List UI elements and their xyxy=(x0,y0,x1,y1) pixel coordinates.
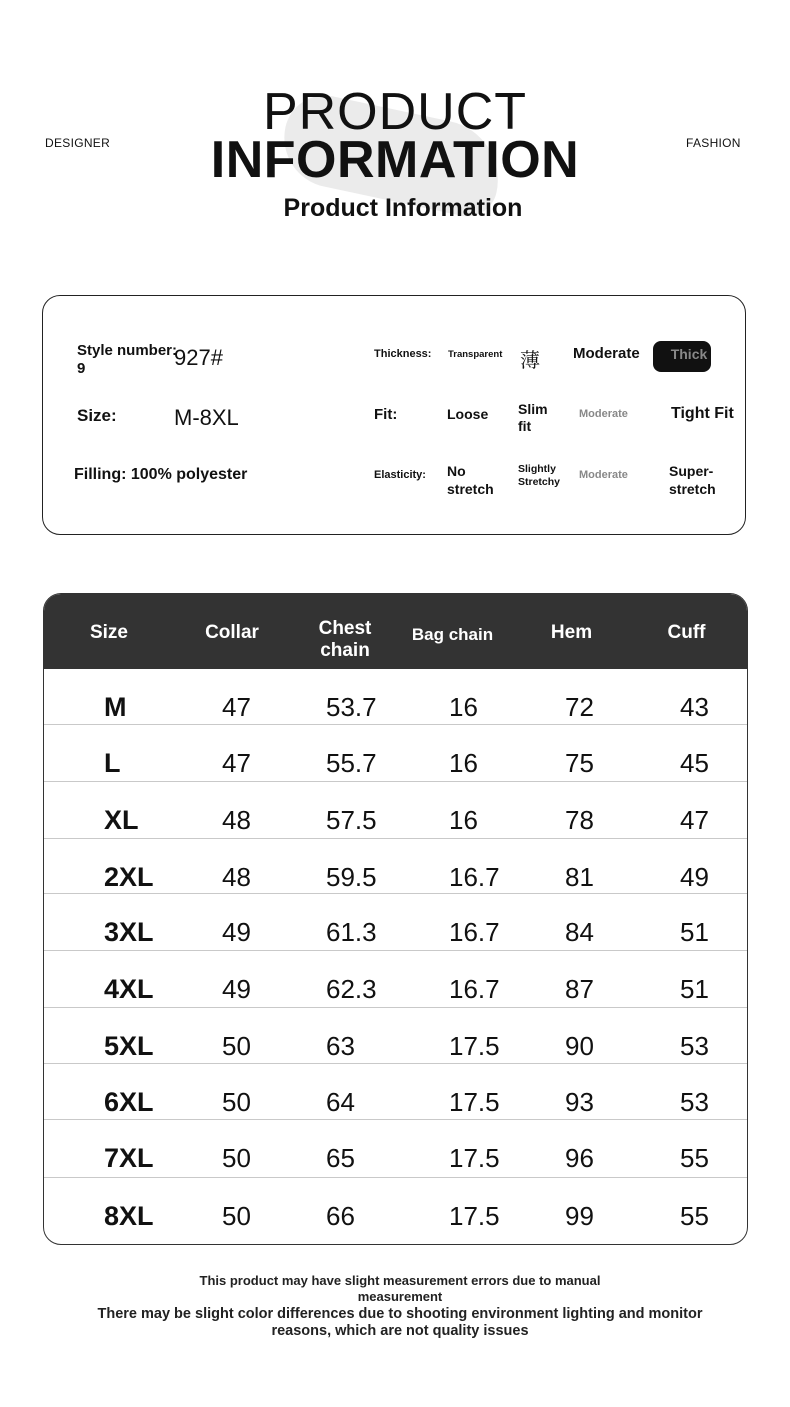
cell-chest-chain: 59.5 xyxy=(326,862,377,892)
cell-chest-chain: 63 xyxy=(326,1031,355,1061)
cell-collar: 50 xyxy=(222,1143,251,1173)
cell-size: 5XL xyxy=(104,1031,154,1061)
cell-hem: 90 xyxy=(565,1031,594,1061)
cell-chest-chain: 61.3 xyxy=(326,917,377,947)
cell-bag-chain: 16.7 xyxy=(449,917,500,947)
cell-bag-chain: 17.5 xyxy=(449,1031,500,1061)
cell-cuff: 47 xyxy=(680,805,709,835)
cell-chest-chain: 66 xyxy=(326,1201,355,1231)
cell-bag-chain: 16 xyxy=(449,748,478,778)
thickness-option-transparent: Transparent xyxy=(448,349,503,360)
cell-bag-chain: 17.5 xyxy=(449,1087,500,1117)
cell-collar: 47 xyxy=(222,748,251,778)
elasticity-option-no-stretch: No stretch xyxy=(447,463,494,497)
cell-hem: 99 xyxy=(565,1201,594,1231)
cell-collar: 50 xyxy=(222,1087,251,1117)
fit-option-moderate: Moderate xyxy=(579,408,628,420)
cell-cuff: 51 xyxy=(680,974,709,1004)
cell-cuff: 45 xyxy=(680,748,709,778)
table-row xyxy=(44,894,747,950)
cell-chest-chain: 64 xyxy=(326,1087,355,1117)
table-row xyxy=(44,1178,747,1234)
cell-collar: 48 xyxy=(222,805,251,835)
header-collar: Collar xyxy=(205,622,259,643)
cell-collar: 50 xyxy=(222,1031,251,1061)
cell-hem: 93 xyxy=(565,1087,594,1117)
cell-cuff: 49 xyxy=(680,862,709,892)
cell-cuff: 55 xyxy=(680,1143,709,1173)
footer-note-measurement: This product may have slight measurement errors due to manual measurement xyxy=(199,1273,601,1304)
size-value: M-8XL xyxy=(174,405,239,430)
table-row xyxy=(44,725,747,781)
cell-hem: 81 xyxy=(565,862,594,892)
cell-hem: 96 xyxy=(565,1143,594,1173)
thickness-label: Thickness: xyxy=(374,348,432,360)
table-row xyxy=(44,1064,747,1120)
cell-collar: 48 xyxy=(222,862,251,892)
cell-bag-chain: 16 xyxy=(449,692,478,722)
header-size: Size xyxy=(89,622,129,643)
cell-chest-chain: 65 xyxy=(326,1143,355,1173)
header-chest-chain: Chest chain xyxy=(318,618,372,661)
cell-hem: 87 xyxy=(565,974,594,1004)
elasticity-option-super-stretch: Super-stretch xyxy=(669,463,716,497)
table-row xyxy=(44,782,747,838)
cell-collar: 49 xyxy=(222,974,251,1004)
cell-size: 4XL xyxy=(104,974,154,1004)
cell-hem: 78 xyxy=(565,805,594,835)
cell-chest-chain: 62.3 xyxy=(326,974,377,1004)
cell-size: L xyxy=(104,748,121,778)
style-number-label-suffix: 9 xyxy=(77,360,86,377)
header-right-word: FASHION xyxy=(686,136,741,150)
table-row xyxy=(44,1120,747,1176)
thickness-option-thin: 薄 xyxy=(520,348,540,372)
cell-cuff: 51 xyxy=(680,917,709,947)
cell-size: XL xyxy=(104,805,139,835)
cell-bag-chain: 17.5 xyxy=(449,1143,500,1173)
table-row xyxy=(44,1008,747,1064)
subtitle: Product Information xyxy=(283,194,523,222)
cell-bag-chain: 16 xyxy=(449,805,478,835)
header-left-word: DESIGNER xyxy=(45,136,111,150)
cell-bag-chain: 16.7 xyxy=(449,862,500,892)
size-chart-table xyxy=(43,593,748,1245)
cell-size: M xyxy=(104,692,127,722)
cell-chest-chain: 55.7 xyxy=(326,748,377,778)
fit-label: Fit: xyxy=(374,406,398,423)
cell-bag-chain: 16.7 xyxy=(449,974,500,1004)
cell-size: 8XL xyxy=(104,1201,154,1231)
fit-option-slim-fit: Slim fit xyxy=(518,401,548,434)
fit-option-tight-fit: Tight Fit xyxy=(671,405,734,422)
style-number-value: 927# xyxy=(174,345,223,370)
header-hem: Hem xyxy=(550,622,593,643)
cell-collar: 47 xyxy=(222,692,251,722)
cell-chest-chain: 57.5 xyxy=(326,805,377,835)
cell-cuff: 55 xyxy=(680,1201,709,1231)
cell-size: 6XL xyxy=(104,1087,154,1117)
header-cuff: Cuff xyxy=(667,622,706,643)
cell-size: 3XL xyxy=(104,917,154,947)
cell-size: 7XL xyxy=(104,1143,154,1173)
table-row xyxy=(44,951,747,1007)
cell-collar: 50 xyxy=(222,1201,251,1231)
cell-cuff: 53 xyxy=(680,1031,709,1061)
thickness-option-thick-selected: Thick xyxy=(653,341,711,372)
title-line-2: INFORMATION xyxy=(210,131,580,189)
footer-note-color: There may be slight color differences due to shooting environment lighting and monitor reasons, which are not quality issues xyxy=(97,1306,703,1339)
fit-option-loose: Loose xyxy=(447,406,489,422)
table-row xyxy=(44,839,747,895)
size-label: Size: xyxy=(77,406,117,425)
cell-hem: 72 xyxy=(565,692,594,722)
elasticity-option-moderate: Moderate xyxy=(579,469,628,481)
header-bag-chain: Bag chain xyxy=(411,625,494,644)
style-number-label: Style number: xyxy=(77,342,178,359)
cell-cuff: 43 xyxy=(680,692,709,722)
cell-size: 2XL xyxy=(104,862,154,892)
title-line-1: PRODUCT xyxy=(262,83,528,141)
thickness-option-moderate: Moderate xyxy=(573,345,640,362)
elasticity-option-slightly-stretchy: Slightly Stretchy xyxy=(518,463,561,488)
filling-text: Filling: 100% polyester xyxy=(74,466,248,483)
table-row xyxy=(44,669,747,725)
cell-bag-chain: 17.5 xyxy=(449,1201,500,1231)
cell-collar: 49 xyxy=(222,917,251,947)
elasticity-label: Elasticity: xyxy=(374,469,426,481)
cell-chest-chain: 53.7 xyxy=(326,692,377,722)
table-header xyxy=(44,594,747,669)
cell-hem: 75 xyxy=(565,748,594,778)
cell-cuff: 53 xyxy=(680,1087,709,1117)
cell-hem: 84 xyxy=(565,917,594,947)
